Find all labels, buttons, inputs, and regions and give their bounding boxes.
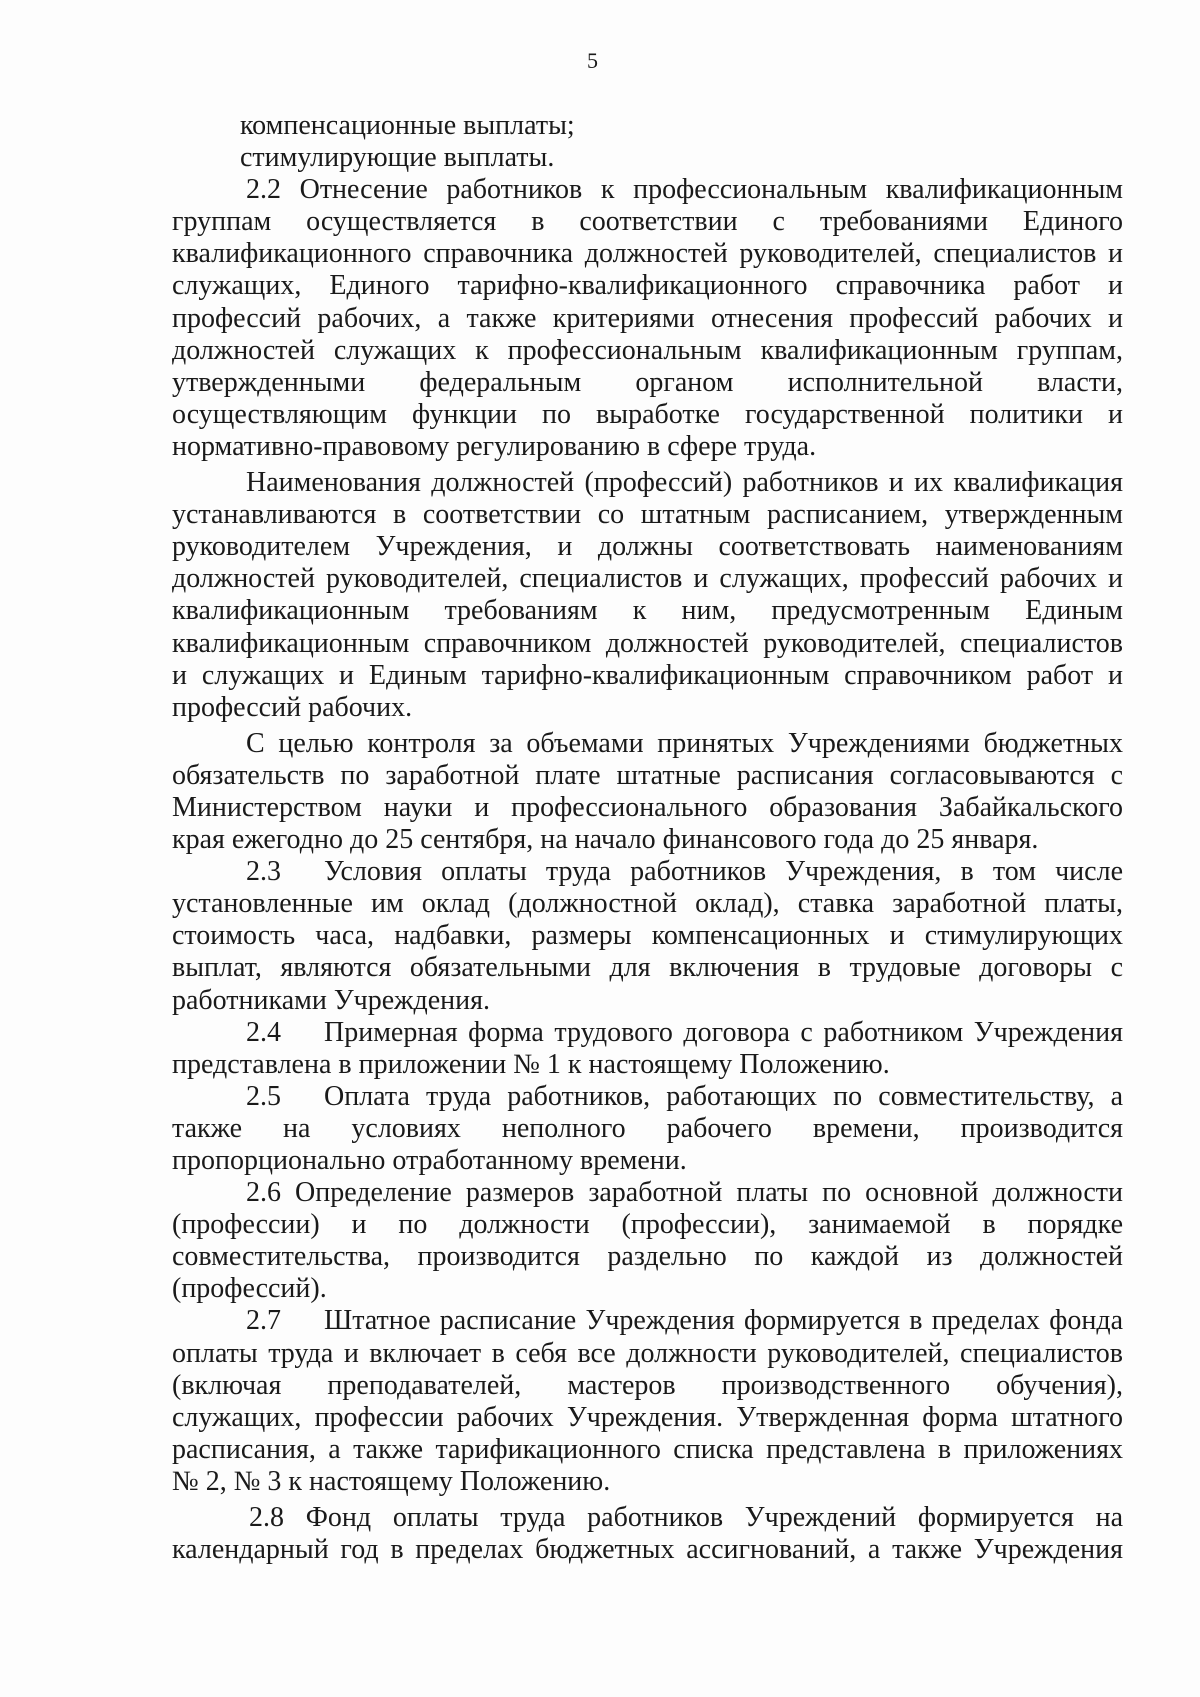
paragraph-2-8 — [172, 1502, 1123, 1566]
text-line: расписания, а также тарификационного списка представлена в приложениях — [172, 1433, 1123, 1465]
text-line: 2.8 Фонд оплаты труда работников Учреждений формируется на — [249, 1502, 1123, 1534]
text-line: профессий рабочих. — [172, 691, 413, 723]
text-line: и служащих и Единым тарифно-квалификационным справочником работ и — [172, 659, 1123, 691]
text-line: служащих, профессии рабочих Учреждения. Утвержденная форма штатного — [172, 1401, 1123, 1433]
paragraph-2-6 — [172, 1177, 1123, 1305]
text-line: Наименования должностей (профессий) работников и их квалификация — [246, 467, 1123, 499]
text-line: также на условиях неполного рабочего времени, производится — [172, 1112, 1123, 1144]
text-line: стоимость часа, надбавки, размеры компенсационных и стимулирующих — [172, 920, 1123, 952]
text-line: края ежегодно до 25 сентября, на начало финансового года до 25 января. — [172, 824, 1039, 856]
text-line: (включая преподавателей, мастеров производственного обучения), — [172, 1369, 1123, 1401]
text-line — [172, 856, 1123, 888]
text-line — [172, 1305, 1123, 1337]
text-line: квалификационным требованиям к ним, предусмотренным Единым — [172, 595, 1123, 627]
text-line: совместительства, производится раздельно по каждой из должностей — [172, 1241, 1123, 1273]
document-body — [172, 110, 1123, 1566]
numbered-item — [172, 856, 1123, 1016]
text-line: 2.6 Определение размеров заработной платы по основной должности — [246, 1177, 1123, 1209]
text-line: компенсационные выплаты; — [240, 110, 575, 141]
text-line: утвержденными федеральным органом исполнительной власти, — [172, 366, 1123, 398]
text-line: обязательств по заработной плате штатные расписания согласовываются с — [172, 759, 1123, 791]
text-line: квалификационного справочника должностей руководителей, специалистов и — [172, 238, 1123, 270]
text-line: выплат, являются обязательными для включения в трудовые договоры с — [172, 952, 1123, 984]
text-line — [172, 1081, 1123, 1113]
text-line — [172, 1017, 1123, 1049]
text-line: должностей руководителей, специалистов и служащих, профессий рабочих и — [172, 563, 1123, 595]
numbered-item — [172, 1081, 1123, 1177]
text-line: (профессий). — [172, 1273, 327, 1305]
text-line: стимулирующие выплаты. — [240, 142, 555, 174]
text-line: осуществляющим функции по выработке государственной политики и — [172, 398, 1123, 430]
paragraphs-2-2 — [172, 110, 1123, 856]
text-line: устанавливаются в соответствии со штатным расписанием, утвержденным — [172, 499, 1123, 531]
numbered-item — [172, 1017, 1123, 1081]
item-text: Примерная форма трудового договора с работником Учреждения — [324, 1016, 1123, 1048]
text-line: профессий рабочих, а также критериями отнесения профессий рабочих и — [172, 302, 1123, 334]
text-line: группам осуществляется в соответствии с требованиями Единого — [172, 206, 1123, 238]
numbered-item — [172, 1305, 1123, 1498]
item-text: Оплата труда работников, работающих по совместительству, а — [324, 1080, 1123, 1112]
text-line: № 2, № 3 к настоящему Положению. — [172, 1465, 611, 1497]
item-number: 2.3 — [246, 856, 281, 888]
item-text: Штатное расписание Учреждения формируется в пределах фонда — [324, 1305, 1123, 1337]
text-line: С целью контроля за объемами принятых Учреждениями бюджетных — [246, 727, 1123, 759]
item-number: 2.7 — [246, 1305, 281, 1337]
text-line: представлена в приложении № 1 к настоящему Положению. — [172, 1048, 890, 1080]
text-line: руководителем Учреждения, и должны соответствовать наименованиям — [172, 531, 1123, 563]
text-line: оплаты труда и включает в себя все должности руководителей, специалистов — [172, 1337, 1123, 1369]
text-line: служащих, Единого тарифно-квалификационного справочника работ и — [172, 270, 1123, 302]
text-line: пропорционально отработанному времени. — [172, 1145, 687, 1176]
text-line: 2.2 Отнесение работников к профессиональным квалификационным — [246, 174, 1123, 206]
item-number: 2.5 — [246, 1080, 281, 1112]
text-line: календарный год в пределах бюджетных ассигнований, а также Учреждения — [172, 1534, 1123, 1566]
text-line: установленные им оклад (должностной оклад), ставка заработной платы, — [172, 888, 1123, 920]
page-number: 5 — [587, 48, 598, 73]
text-line: нормативно-правовому регулированию в сфере труда. — [172, 430, 817, 462]
text-line: должностей служащих к профессиональным квалификационным группам, — [172, 334, 1123, 366]
text-line: (профессии) и по должности (профессии), занимаемой в порядке — [172, 1209, 1123, 1241]
text-line: работниками Учреждения. — [172, 984, 491, 1016]
text-line: квалификационным справочником должностей руководителей, специалистов — [172, 627, 1123, 659]
numbered-items-2-3-to-2-5 — [172, 856, 1123, 1177]
item-text: Условия оплаты труда работников Учреждения, в том числе — [324, 856, 1123, 888]
numbered-item-2-7 — [172, 1305, 1123, 1498]
text-line: Министерством науки и профессионального образования Забайкальского — [172, 791, 1123, 823]
item-number: 2.4 — [246, 1016, 281, 1048]
